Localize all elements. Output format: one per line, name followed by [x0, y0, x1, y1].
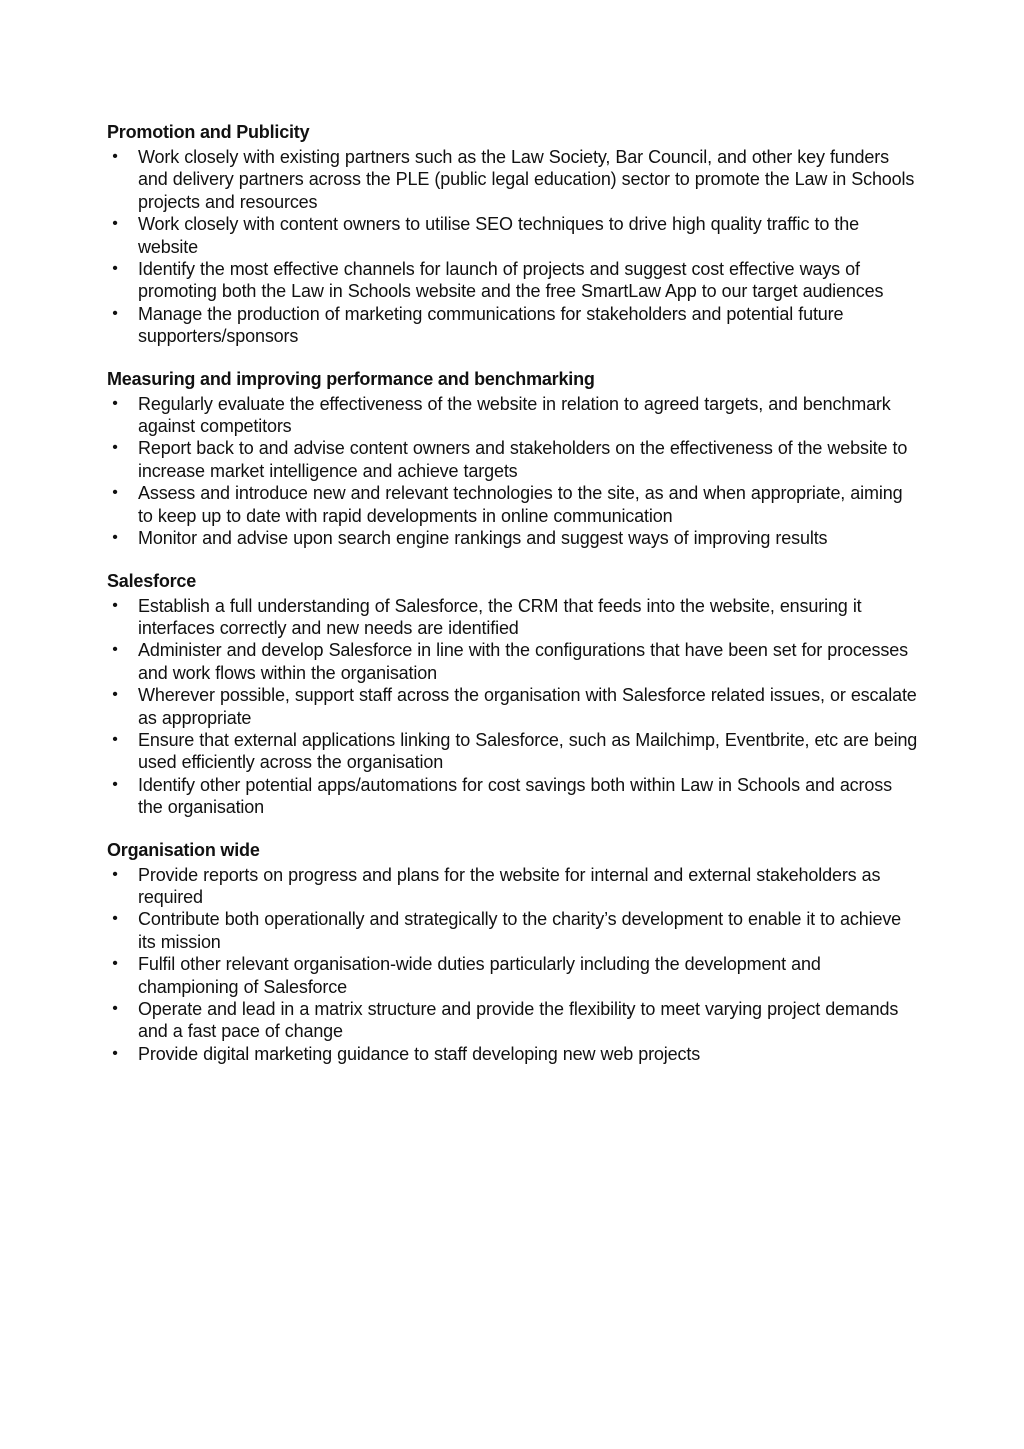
list-item [107, 482, 919, 527]
list-item [107, 1043, 919, 1065]
bullet-icon: • [112, 439, 118, 457]
bullet-icon: • [112, 1044, 118, 1062]
bullet-icon: • [112, 484, 118, 502]
list-item-text: Wherever possible, support staff across the organisation with Salesforce related issues, or escalate as appropriate [138, 685, 917, 728]
bullet-icon: • [112, 596, 118, 614]
bullet-icon: • [112, 529, 118, 547]
list-item [107, 953, 919, 998]
document-content [107, 121, 919, 1085]
list-item-text: Assess and introduce new and relevant technologies to the site, as and when appropriate, aiming to keep up to date with rapid developments in online communication [138, 483, 903, 526]
list-item [107, 864, 919, 909]
list-item [107, 303, 919, 348]
bullet-icon: • [112, 304, 118, 322]
list-item [107, 258, 919, 303]
bullet-icon: • [112, 865, 118, 883]
section-heading: Salesforce [107, 570, 197, 591]
bullet-list [107, 595, 919, 819]
list-item [107, 437, 919, 482]
bullet-icon: • [112, 730, 118, 748]
list-item-text: Administer and develop Salesforce in line with the configurations that have been set for processes and work flows within the organisation [138, 640, 908, 683]
list-item-text: Regularly evaluate the effectiveness of the website in relation to agreed targets, and benchmark against competitors [138, 393, 891, 437]
bullet-icon: • [112, 955, 118, 973]
section-organisation-wide [107, 839, 919, 1066]
bullet-icon: • [112, 910, 118, 928]
section-heading: Organisation wide [107, 839, 260, 860]
bullet-list [107, 146, 919, 348]
section-heading: Promotion and Publicity [107, 122, 310, 142]
list-item-text: Provide reports on progress and plans for the website for internal and external stakeholders as required [138, 864, 881, 907]
bullet-icon: • [112, 1000, 118, 1017]
bullet-icon: • [112, 686, 118, 704]
bullet-list [107, 864, 919, 1066]
bullet-icon: • [112, 260, 118, 278]
list-item-text: Provide digital marketing guidance to staff developing new web projects [138, 1043, 701, 1064]
list-item [107, 527, 919, 549]
list-item-text: Manage the production of marketing communications for stakeholders and potential future supporters/sponsors [138, 303, 844, 347]
section-salesforce [107, 570, 919, 819]
list-item [107, 729, 919, 774]
bullet-icon: • [112, 641, 118, 659]
bullet-icon: • [112, 148, 118, 165]
list-item-text: Establish a full understanding of Salesforce, the CRM that feeds into the website, ensuring it interfaces correctly and new needs are identified [138, 595, 862, 638]
list-item-text: Contribute both operationally and strategically to the charity’s development to enable it to achieve its mission [138, 909, 902, 952]
list-item [107, 639, 919, 684]
section-promotion-and-publicity [107, 121, 919, 348]
list-item-text: Ensure that external applications linking to Salesforce, such as Mailchimp, Eventbrite, etc are being used efficiently across the organisation [138, 729, 918, 773]
list-item-text: Work closely with content owners to utilise SEO techniques to drive high quality traffic to the website [138, 214, 859, 257]
section-measuring-performance [107, 368, 919, 550]
list-item-text: Report back to and advise content owners and stakeholders on the effectiveness of the website to increase market intelligence and achieve targets [138, 438, 908, 481]
list-item [107, 595, 919, 640]
list-item-text: Identify the most effective channels for launch of projects and suggest cost effective ways of promoting both the Law in Schools website and the free SmartLaw App to our target audiences [138, 259, 884, 302]
list-item-text: Identify other potential apps/automations for cost savings both within Law in Schools and across the organisation [138, 774, 892, 818]
list-item-text: Fulfil other relevant organisation-wide duties particularly including the development and championing of Salesforce [138, 954, 821, 997]
list-item [107, 908, 919, 953]
list-item [107, 393, 919, 438]
list-item [107, 146, 919, 213]
bullet-icon: • [112, 394, 118, 412]
section-heading: Measuring and improving performance and benchmarking [107, 368, 595, 389]
list-item-text: Work closely with existing partners such as the Law Society, Bar Council, and other key funders and delivery partners across the PLE (public legal education) sector to promote the Law in Schools projects and resources [138, 147, 915, 212]
list-item-text: Operate and lead in a matrix structure and provide the flexibility to meet varying project demands and a fast pace of change [138, 999, 899, 1042]
bullet-icon: • [112, 215, 118, 233]
bullet-icon: • [112, 775, 118, 793]
list-item [107, 998, 919, 1043]
list-item [107, 213, 919, 258]
list-item [107, 684, 919, 729]
list-item-text: Monitor and advise upon search engine rankings and suggest ways of improving results [138, 528, 828, 549]
bullet-list [107, 393, 919, 550]
list-item [107, 774, 919, 819]
